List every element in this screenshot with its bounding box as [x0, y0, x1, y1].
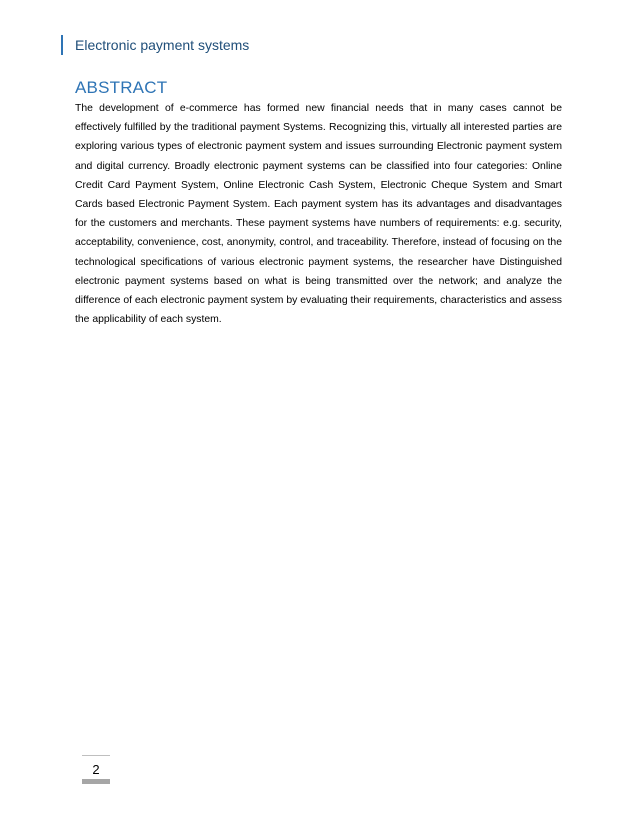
- section-heading: ABSTRACT: [75, 78, 168, 97]
- running-header-title: Electronic payment systems: [75, 37, 250, 53]
- header-accent-bar: [61, 35, 63, 55]
- page-number: 2: [92, 762, 100, 777]
- abstract-paragraph: The development of e-commerce has formed new financial needs that in many cases cannot be effectively fulfilled by the traditional payment Systems. Recognizing this, virtually all interested parties are exploring various types of electronic payment system and issues surrounding Electronic payment system and digital currency. Broadly electronic payment systems can be classified into four categories: Online Credit Card Payment System, Online Electronic Cash System, Electronic Cheque System and Smart Cards based Electronic Payment System. Each payment system has its advantages and disadvantages for the customers and merchants. These payment systems have numbers of requirements: e.g. security, acceptability, convenience, cost, anonymity, control, and traceability. Therefore, instead of focusing on the technological specifications of various electronic payment systems, the researcher have Distinguished electronic payment systems based on what is being transmitted over the network; and analyze the difference of each electronic payment system by evaluating their requirements, characteristics and assess the applicability of each system.: [75, 103, 562, 326]
- page-number-bar: [82, 779, 110, 784]
- page-number-rule: [82, 755, 110, 756]
